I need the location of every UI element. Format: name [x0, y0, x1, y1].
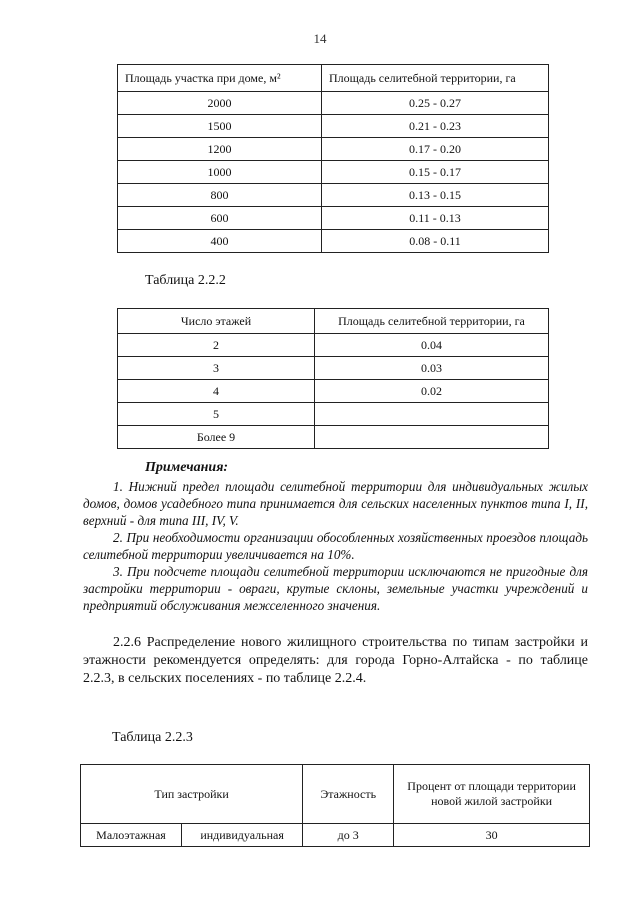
table-cell: 1200	[118, 138, 322, 161]
table-cell: 600	[118, 207, 322, 230]
building-type-table	[80, 764, 590, 847]
table-row	[118, 230, 549, 253]
table-cell: до 3	[303, 824, 394, 847]
table-cell: 5	[118, 403, 315, 426]
table-cell: 4	[118, 380, 315, 403]
table-row	[118, 334, 549, 357]
table-header-row	[118, 309, 549, 334]
table-caption: Таблица 2.2.2	[145, 273, 226, 288]
table-row	[81, 824, 590, 847]
table-row	[118, 357, 549, 380]
floors-table	[117, 308, 549, 449]
table-row	[118, 138, 549, 161]
table-cell: 30	[394, 824, 590, 847]
table-cell: 1500	[118, 115, 322, 138]
table-row	[118, 92, 549, 115]
table-cell: 3	[118, 357, 315, 380]
plot-area-table	[117, 64, 549, 253]
table-row	[118, 207, 549, 230]
note-item: 3. При подсчете площади селитебной территории исключаются не пригодные для застройки территории - овраги, крутые склоны, земельные участки учреждений и предприятий обслуживания межселенного значения.	[83, 564, 588, 613]
table-row	[118, 161, 549, 184]
page-number: 14	[313, 31, 327, 46]
table-cell: 400	[118, 230, 322, 253]
note-item: 2. При необходимости организации обособленных хозяйственных проездов площадь селитебной территории увеличивается на 10%.	[83, 530, 588, 562]
table-row	[118, 403, 549, 426]
column-header: Площадь участка при доме, м²	[118, 65, 322, 92]
table-cell: 0.03	[315, 357, 549, 380]
table-cell: 0.15 - 0.17	[322, 161, 549, 184]
table-header-row	[118, 65, 549, 92]
notes-block	[83, 459, 588, 614]
table-cell: 2	[118, 334, 315, 357]
table-row	[118, 426, 549, 449]
column-header: Площадь селитебной территории, га	[315, 309, 549, 334]
table-cell: 0.04	[315, 334, 549, 357]
column-header: Тип застройки	[81, 765, 303, 824]
table-row	[118, 184, 549, 207]
table-caption: Таблица 2.2.3	[112, 730, 193, 745]
table-cell: Малоэтажная	[81, 824, 182, 847]
notes-title: Примечания:	[145, 460, 229, 475]
table-cell: 0.08 - 0.11	[322, 230, 549, 253]
table-cell	[315, 403, 549, 426]
section-paragraph	[83, 634, 588, 688]
column-header: Процент от площади территории новой жилой застройки	[394, 765, 590, 824]
table-cell: 2000	[118, 92, 322, 115]
table-cell: Более 9	[118, 426, 315, 449]
table-cell: 0.11 - 0.13	[322, 207, 549, 230]
column-header: Площадь селитебной территории, га	[322, 65, 549, 92]
column-header: Число этажей	[118, 309, 315, 334]
note-item: 1. Нижний предел площади селитебной территории для индивидуальных жилых домов, домов усадебного типа принимается для сельских населенных пунктов типа I, II, верхний - для типа III, IV, V.	[83, 479, 588, 528]
table-cell: 0.13 - 0.15	[322, 184, 549, 207]
paragraph-text: 2.2.6 Распределение нового жилищного строительства по типам застройки и этажности рекомендуется определять: для города Горно-Алтайска - по таблице 2.2.3, в сельских поселениях - по таблице 2.2.4.	[83, 635, 588, 686]
table-row	[118, 115, 549, 138]
table-cell: 800	[118, 184, 322, 207]
table-cell	[315, 426, 549, 449]
table-cell: 0.02	[315, 380, 549, 403]
table-cell: индивидуальная	[182, 824, 303, 847]
table-header-row	[81, 765, 590, 824]
column-header: Этажность	[303, 765, 394, 824]
table-cell: 0.17 - 0.20	[322, 138, 549, 161]
table-cell: 1000	[118, 161, 322, 184]
table-cell: 0.21 - 0.23	[322, 115, 549, 138]
table-row	[118, 380, 549, 403]
table-cell: 0.25 - 0.27	[322, 92, 549, 115]
